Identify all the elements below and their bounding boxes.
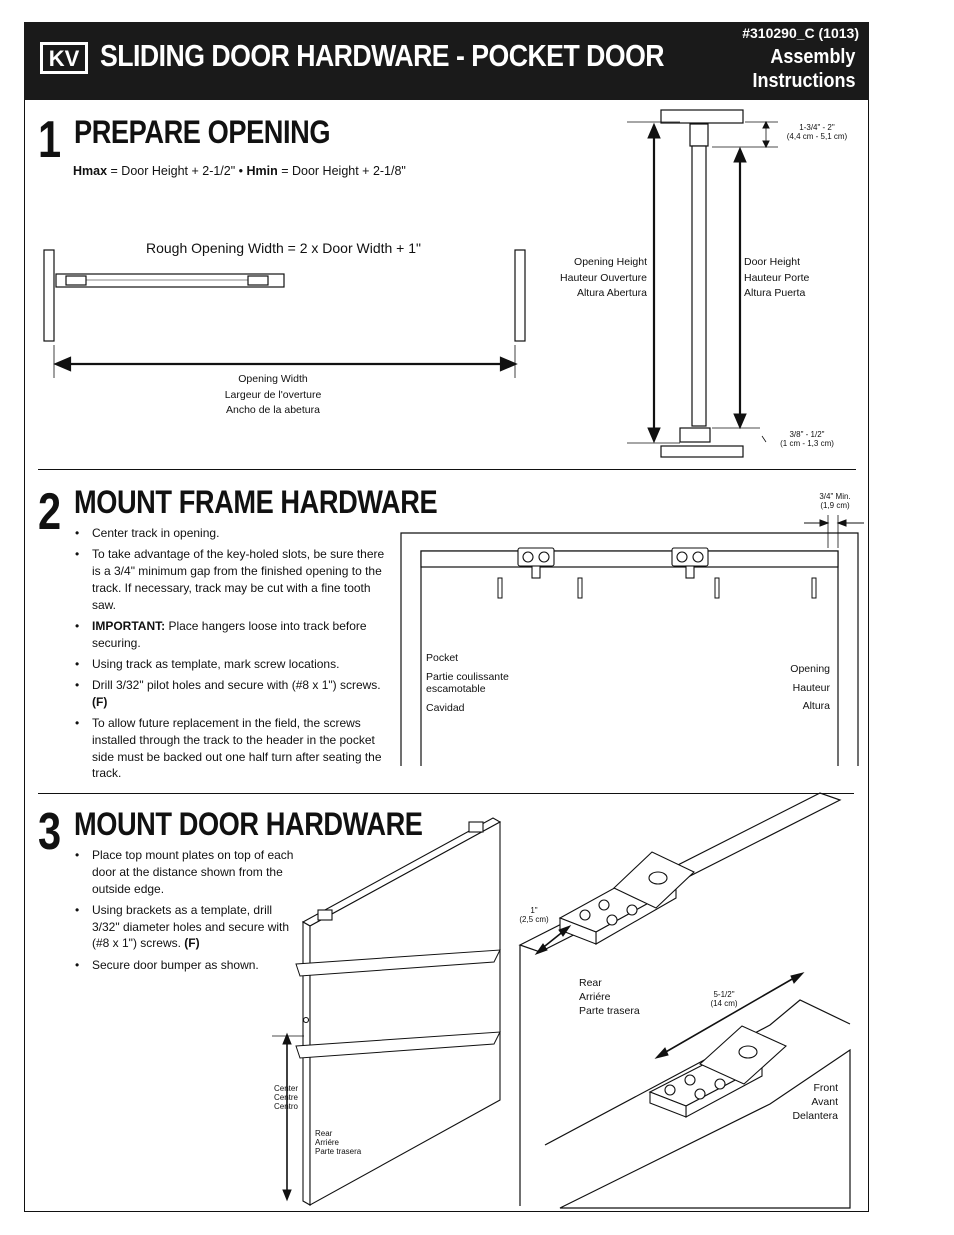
top-gap-label <box>782 123 852 141</box>
document-title: SLIDING DOOR HARDWARE - POCKET DOOR <box>100 38 665 73</box>
label-line: Cavidad <box>426 701 465 714</box>
label-line: 1-3/4" - 2" <box>799 123 835 132</box>
label-line: (2,5 cm) <box>519 915 549 924</box>
label-line: Ancho de la abetura <box>226 404 320 416</box>
label-line: Pocket <box>426 652 459 664</box>
section-divider <box>38 469 856 470</box>
step-number: 2 <box>38 483 62 541</box>
label-line: Arriére <box>315 1138 340 1147</box>
label-line: Opening Width <box>238 373 308 385</box>
rough-opening-label: Rough Opening Width = 2 x Door Width + 1" <box>146 240 422 256</box>
track-section1 <box>56 274 284 287</box>
five-half-label <box>704 990 744 1008</box>
instruction-item: • Secure door bumper as shown. <box>74 957 296 974</box>
bottom-gap-label <box>774 430 840 448</box>
one-inch-label <box>514 906 554 924</box>
label-line: Hauteur Porte <box>744 271 810 284</box>
label-line: Center <box>273 1084 298 1093</box>
label-line: Centro <box>273 1102 298 1111</box>
opening-height-labels <box>540 255 647 302</box>
instruction-item: • To allow future replacement in the field, the screws installed through the track to the header in the pocket side must be backed out one half turn after seating the track. <box>74 715 386 782</box>
frame-instructions <box>74 525 386 787</box>
height-diagram <box>661 110 743 457</box>
opening-labels <box>760 660 830 716</box>
min-gap-label <box>806 492 864 510</box>
label-line: Opening <box>790 663 830 675</box>
label-line: Hauteur Ouverture <box>560 271 647 284</box>
label-line: Parte trasera <box>315 1147 362 1156</box>
label-line: 5-1/2" <box>713 990 735 999</box>
gap-arrow <box>804 515 864 548</box>
label-line: Largeur de l'overture <box>224 388 322 401</box>
label-line: Front <box>813 1082 838 1094</box>
screws <box>498 578 816 598</box>
instruction-item: • Place top mount plates on top of each door at the distance shown from the outside edge. <box>74 847 296 897</box>
instruction-item: • Using track as template, mark screw locations. <box>74 656 386 673</box>
hmax-label: Hmax <box>73 164 108 178</box>
label-line: (14 cm) <box>710 999 738 1008</box>
label-line: (1,9 cm) <box>820 501 850 510</box>
label-line: Altura Abertura <box>576 287 647 299</box>
door-height-labels <box>744 255 844 302</box>
step-title: MOUNT FRAME HARDWARE <box>74 484 438 520</box>
label-line: Avant <box>811 1096 838 1108</box>
label-line: 3/8" - 1/2" <box>789 430 825 439</box>
frame-drawing <box>401 533 858 766</box>
logo-text: KV <box>48 46 80 71</box>
subtitle-line: Assembly <box>769 46 855 68</box>
label-line: (4,4 cm - 5,1 cm) <box>786 132 848 141</box>
mount-plate-front <box>650 1026 786 1117</box>
opening-width-labels <box>200 372 346 419</box>
step-title: MOUNT DOOR HARDWARE <box>74 806 423 842</box>
label-line: Parte trasera <box>579 1005 640 1017</box>
label-line: Altura <box>802 700 830 712</box>
label-line: (1 cm - 1,3 cm) <box>780 439 834 448</box>
jamb-left <box>44 250 525 341</box>
step-title: PREPARE OPENING <box>74 114 331 150</box>
front-labels <box>768 1081 838 1123</box>
label-line: 3/4" Min. <box>819 492 851 501</box>
label-line: Centre <box>273 1093 298 1102</box>
document-code: #310290_C (1013) <box>742 25 859 41</box>
center-labels <box>268 1084 304 1111</box>
rear-large-labels <box>579 976 659 1018</box>
label-line: Partie coulissante escamotable <box>426 670 509 695</box>
rear-small-labels <box>315 1129 361 1156</box>
label-line: Arriére <box>579 991 611 1003</box>
pocket-labels <box>426 652 536 714</box>
center-arrow <box>272 1034 304 1200</box>
label-line: Altura Puerta <box>744 287 806 299</box>
label-line: 1" <box>530 906 538 915</box>
hmin-label: Hmin <box>246 164 278 178</box>
step-number: 1 <box>38 111 62 169</box>
label-line: Door Height <box>744 256 801 268</box>
instruction-item: • IMPORTANT: Place hangers loose into track before securing. <box>74 618 386 652</box>
label-line: Hauteur <box>792 681 830 694</box>
instruction-item: • Using brackets as a template, drill 3/32" diameter holes and secure with (#8 x 1") screws. (F) <box>74 902 296 952</box>
label-line: Delantera <box>792 1110 838 1122</box>
label-line: Rear <box>579 977 602 989</box>
hmin-text: = Door Height + 2-1/8" <box>277 164 406 178</box>
door-instructions <box>74 847 296 978</box>
step-number: 3 <box>38 803 62 861</box>
section-divider <box>38 793 854 794</box>
subtitle-line: Instructions <box>751 70 855 92</box>
instruction-item: • Drill 3/32" pilot holes and secure with (#8 x 1") screws. (F) <box>74 677 386 711</box>
hmax-text: = Door Height + 2-1/2" • <box>107 164 247 178</box>
label-line: Opening Height <box>574 256 647 268</box>
label-line: Rear <box>315 1129 333 1138</box>
mount-plate-rear <box>560 852 694 944</box>
instruction-item: • To take advantage of the key-holed slots, be sure there is a 3/4" minimum gap from the finished opening to the track. If necessary, track may be cut with a fine tooth saw. <box>74 546 386 613</box>
instruction-item: • Center track in opening. <box>74 525 386 542</box>
